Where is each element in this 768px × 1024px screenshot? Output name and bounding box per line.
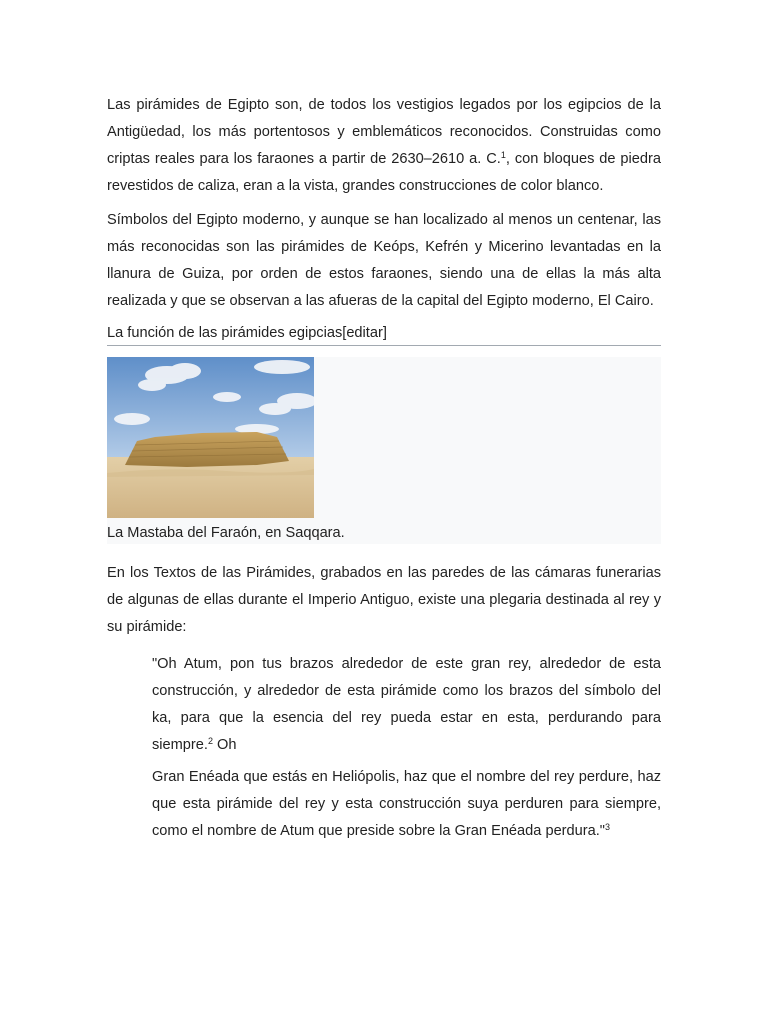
- footnote-3-ref[interactable]: 3: [605, 822, 611, 832]
- quote-part-2-text: Gran Enéada que estás en Heliópolis, haz que el nombre del rey perdure, haz que esta pirámide del rey y esta construcción suya perduren para siempre, como el nombre de Atum que preside sobre la Gran Enéada perdura.": [152, 769, 661, 839]
- quote-part-2: [152, 764, 661, 845]
- paragraph-textos: En los Textos de las Pirámides, grabados en las paredes de las cámaras funerarias de algunas de ellas durante el Imperio Antiguo, existe una plegaria destinada al rey y su pirámide:: [107, 565, 661, 635]
- paragraph-intro-text: Las pirámides de Egipto son, de todos los vestigios legados por los egipcios de la Antigüedad, los más portentosos y emblemáticos reconocidos. Construidas como criptas reales para los faraones a partir de 2630–2610 a. C.: [107, 97, 661, 167]
- paragraph-intro: [107, 92, 661, 200]
- figure-caption: La Mastaba del Faraón, en Saqqara.: [107, 525, 345, 541]
- quote-part-1-tail: Oh: [212, 737, 237, 753]
- footnote-2-ref[interactable]: 2: [207, 736, 213, 746]
- prayer-quote: [152, 651, 661, 845]
- section-heading-block: [107, 323, 661, 346]
- quote-part-1-text: "Oh Atum, pon tus brazos alrededor de este gran rey, alrededor de esta construcción, y alrededor de esta pirámide como los brazos del símbolo del ka, para que la esencia del rey pueda estar en esta, perdurando para siempre.: [152, 656, 661, 753]
- figure-box: [107, 357, 661, 544]
- document-page: [107, 92, 661, 845]
- mastaba-photo[interactable]: [107, 357, 314, 518]
- paragraph-symbols: Símbolos del Egipto moderno, y aunque se han localizado al menos un centenar, las más reconocidas son las pirámides de Keóps, Kefrén y Micerino levantadas en la llanura de Guiza, por orden de estos faraones, siendo una de ellas la más alta realizada y que se observan a las afueras de la capital del Egipto moderno, El Cairo.: [107, 212, 661, 309]
- quote-part-1: [152, 651, 661, 759]
- footnote-1-ref[interactable]: 1: [500, 150, 506, 160]
- section-heading: La función de las pirámides egipcias[editar]: [107, 325, 387, 341]
- paragraph-intro-text-cont: , con bloques de piedra revestidos de caliza, eran a la vista, grandes construcciones de color blanco.: [107, 151, 661, 194]
